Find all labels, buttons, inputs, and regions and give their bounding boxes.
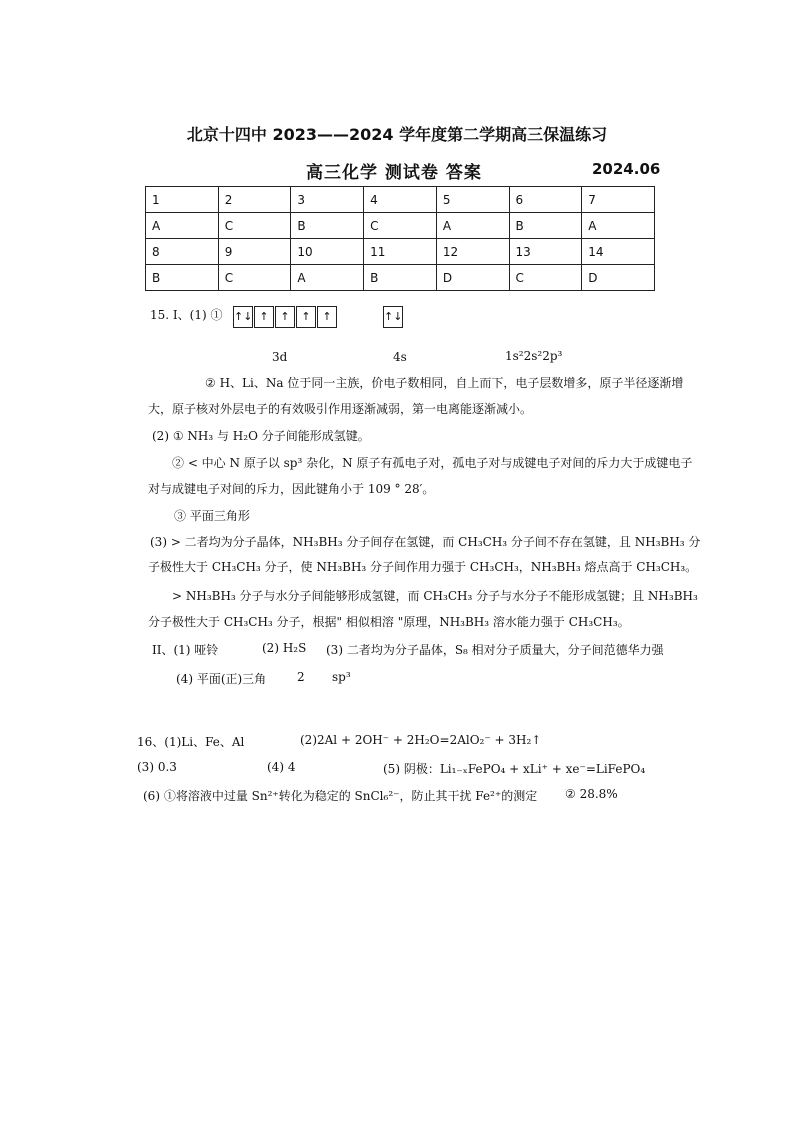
table-cell: 8 [146,239,219,265]
page-subtitle: 高三化学 测试卷 答案 [306,163,482,183]
table-cell: B [291,213,364,239]
table-cell: 11 [364,239,437,265]
q16-1: 16、(1)Li、Fe、Al [137,735,245,749]
q15-ii-1: II、(1) 哑铃 [152,643,219,657]
table-cell: 10 [291,239,364,265]
table-cell: A [291,265,364,291]
table-cell: B [146,265,219,291]
q15-3-line2: 子极性大于 CH₃CH₃ 分子，使 NH₃BH₃ 分子间作用力强于 CH₃CH₃，NH₃BH₃ 熔点高于 CH₃CH₃。 [148,560,698,574]
table-row [146,213,655,239]
orbital-box: ↑ [296,306,316,328]
q15-1-2-line1: ② H、Li、Na 位于同一主族，价电子数相同，自上而下，电子层数增多，原子半径逐渐增 [205,376,684,390]
q15-ii-4: (4) 平面(正)三角 [176,672,267,686]
table-cell: 13 [509,239,582,265]
table-row [146,239,655,265]
table-cell: 6 [509,187,582,213]
table-cell: 14 [582,239,655,265]
table-cell: D [436,265,509,291]
table-cell: 9 [218,239,291,265]
table-cell: 2 [218,187,291,213]
orbital-box: ↑↓ [383,306,403,328]
orbital-box: ↑ [254,306,274,328]
q15-3-line3: > NH₃BH₃ 分子与水分子间能够形成氢键，而 CH₃CH₃ 分子与水分子不能形成氢键；且 NH₃BH₃ [172,589,698,603]
q15-3-line4: 分子极性大于 CH₃CH₃ 分子，根据" 相似相溶 "原理，NH₃BH₃ 溶水能力强于 CH₃CH₃。 [148,615,630,629]
table-cell: 5 [436,187,509,213]
exam-date: 2024.06 [592,160,661,178]
table-cell: C [218,265,291,291]
table-cell: 7 [582,187,655,213]
orbital-box: ↑ [317,306,337,328]
electron-config: 1s²2s²2p³ [505,349,563,363]
table-cell: C [509,265,582,291]
table-cell: B [364,265,437,291]
table-cell: 12 [436,239,509,265]
table-cell: C [364,213,437,239]
q16-4: (4) 4 [267,760,296,774]
table-cell: A [436,213,509,239]
q15-3-line1: (3) > 二者均为分子晶体，NH₃BH₃ 分子间存在氢键，而 CH₃CH₃ 分子间不存在氢键，且 NH₃BH₃ 分 [150,535,701,549]
page-title: 北京十四中 2023——2024 学年度第二学期高三保温练习 [186,125,608,144]
orbital-label-3d: 3d [272,350,288,364]
orbital-box: ↑ [275,306,295,328]
table-row [146,265,655,291]
q16-6-2: ② 28.8% [565,787,618,801]
q16-2: (2)2Al + 2OH⁻ + 2H₂O=2AlO₂⁻ + 3H₂↑ [300,733,542,747]
table-cell: A [582,213,655,239]
q15-2-2-line2: 对与成键电子对间的斥力，因此键角小于 109 ° 28′。 [148,482,435,496]
q15-ii-3: (3) 二者均为分子晶体，S₈ 相对分子质量大，分子间范德华力强 [326,643,664,657]
orbital-label-4s: 4s [393,350,407,364]
table-cell: B [509,213,582,239]
table-cell: D [582,265,655,291]
q15-2-1: (2) ① NH₃ 与 H₂O 分子间能形成氢键。 [152,429,370,443]
q16-5: (5) 阴极：Li₁₋ₓFePO₄ + xLi⁺ + xe⁻=LiFePO₄ [383,762,646,776]
table-cell: 1 [146,187,219,213]
table-cell: A [146,213,219,239]
q15-1-2-line2: 大，原子核对外层电子的有效吸引作用逐渐减弱，第一电离能逐渐减小。 [148,402,533,416]
answer-table [145,186,655,291]
table-cell: 3 [291,187,364,213]
q16-6-1: (6) ①将溶液中过量 Sn²⁺转化为稳定的 SnCl₆²⁻，防止其干扰 Fe²⁺的测定 [143,789,538,803]
orbital-box: ↑↓ [233,306,253,328]
q15-2-3: ③ 平面三角形 [174,509,250,523]
q16-3: (3) 0.3 [137,760,177,774]
q15-2-2-line1: ② < 中心 N 原子以 sp³ 杂化，N 原子有孤电子对，孤电子对与成键电子对间的斥力大于成键电子 [172,456,693,470]
table-cell: C [218,213,291,239]
table-row [146,187,655,213]
q15-ii-4-hybrid: sp³ [332,670,351,684]
q15-ii-4-count: 2 [297,670,305,684]
q15-ii-2: (2) H₂S [262,641,307,655]
q15-label: 15. I、(1) ① [150,308,223,322]
table-cell: 4 [364,187,437,213]
